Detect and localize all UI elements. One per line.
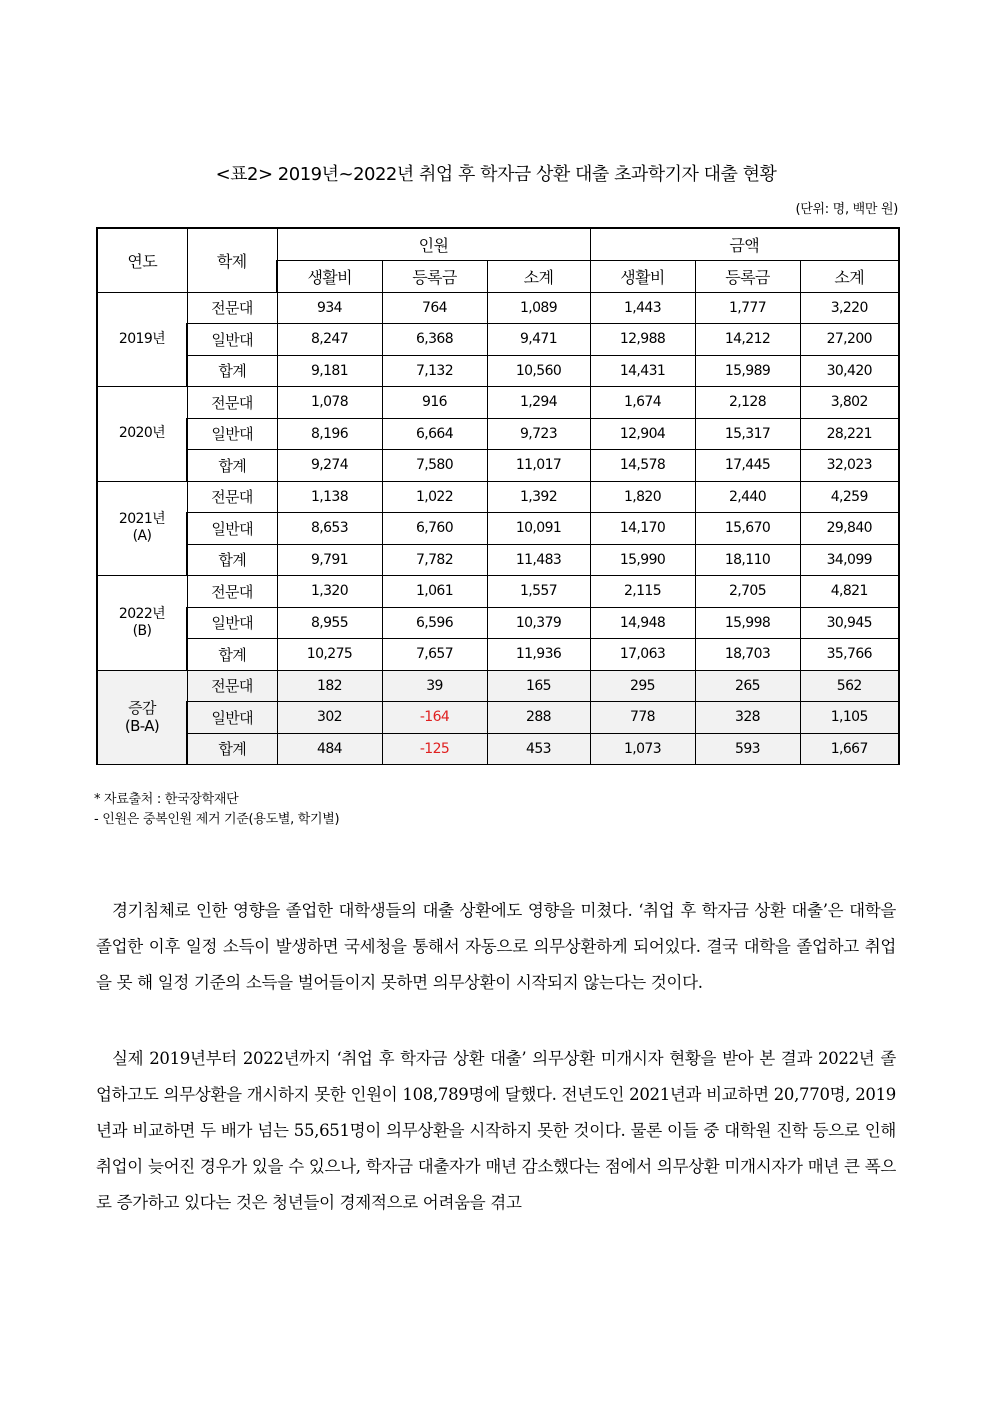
value-cell: 302 bbox=[277, 702, 382, 734]
value-cell: 29,840 bbox=[800, 513, 899, 545]
value-cell: 3,220 bbox=[800, 292, 899, 324]
table-row bbox=[97, 387, 899, 419]
value-cell: 265 bbox=[695, 670, 800, 702]
negative-value-cell: -125 bbox=[382, 733, 487, 765]
table-row bbox=[97, 702, 899, 734]
value-cell: 1,667 bbox=[800, 733, 899, 765]
year-cell: 2020년 bbox=[97, 387, 187, 482]
header-amount-tuition: 등록금 bbox=[695, 260, 800, 292]
value-cell: 2,705 bbox=[695, 576, 800, 608]
value-cell: 9,471 bbox=[487, 324, 590, 356]
value-cell: 1,820 bbox=[590, 481, 695, 513]
year-label: 2021년 bbox=[118, 511, 166, 528]
value-cell: 34,099 bbox=[800, 544, 899, 576]
value-cell: 4,259 bbox=[800, 481, 899, 513]
school-type-cell: 일반대 bbox=[187, 324, 277, 356]
year-cell bbox=[97, 576, 187, 671]
value-cell: 18,703 bbox=[695, 639, 800, 671]
value-cell: 916 bbox=[382, 387, 487, 419]
value-cell: 39 bbox=[382, 670, 487, 702]
school-type-cell: 합계 bbox=[187, 450, 277, 482]
school-type-cell: 합계 bbox=[187, 355, 277, 387]
body-paragraph-2 bbox=[96, 1041, 896, 1221]
table-row bbox=[97, 544, 899, 576]
value-cell: 562 bbox=[800, 670, 899, 702]
school-type-cell: 전문대 bbox=[187, 292, 277, 324]
negative-value-cell: -164 bbox=[382, 702, 487, 734]
value-cell: 1,061 bbox=[382, 576, 487, 608]
value-cell: 182 bbox=[277, 670, 382, 702]
value-cell: 15,998 bbox=[695, 607, 800, 639]
header-people: 인원 bbox=[277, 228, 590, 260]
value-cell: 2,115 bbox=[590, 576, 695, 608]
value-cell: 1,089 bbox=[487, 292, 590, 324]
body-paragraph-1 bbox=[96, 893, 896, 1001]
value-cell: 288 bbox=[487, 702, 590, 734]
value-cell: 10,275 bbox=[277, 639, 382, 671]
school-type-cell: 전문대 bbox=[187, 576, 277, 608]
school-type-cell: 합계 bbox=[187, 733, 277, 765]
header-amount-living: 생활비 bbox=[590, 260, 695, 292]
value-cell: 7,580 bbox=[382, 450, 487, 482]
value-cell: 9,274 bbox=[277, 450, 382, 482]
value-cell: 1,777 bbox=[695, 292, 800, 324]
value-cell: 1,557 bbox=[487, 576, 590, 608]
school-type-cell: 합계 bbox=[187, 544, 277, 576]
value-cell: 778 bbox=[590, 702, 695, 734]
value-cell: 1,392 bbox=[487, 481, 590, 513]
school-type-cell: 전문대 bbox=[187, 670, 277, 702]
table-row bbox=[97, 670, 899, 702]
value-cell: 9,723 bbox=[487, 418, 590, 450]
value-cell: 30,420 bbox=[800, 355, 899, 387]
value-cell: 764 bbox=[382, 292, 487, 324]
value-cell: 27,200 bbox=[800, 324, 899, 356]
value-cell: 11,936 bbox=[487, 639, 590, 671]
value-cell: 1,443 bbox=[590, 292, 695, 324]
value-cell: 453 bbox=[487, 733, 590, 765]
loan-stats-table bbox=[96, 227, 900, 765]
value-cell: 28,221 bbox=[800, 418, 899, 450]
value-cell: 3,802 bbox=[800, 387, 899, 419]
table-row bbox=[97, 607, 899, 639]
header-people-tuition: 등록금 bbox=[382, 260, 487, 292]
school-type-cell: 일반대 bbox=[187, 513, 277, 545]
header-amount: 금액 bbox=[590, 228, 899, 260]
value-cell: 18,110 bbox=[695, 544, 800, 576]
value-cell: 1,105 bbox=[800, 702, 899, 734]
value-cell: 6,664 bbox=[382, 418, 487, 450]
header-year: 연도 bbox=[97, 228, 187, 292]
year-marker: (B) bbox=[132, 622, 152, 639]
table-row bbox=[97, 324, 899, 356]
value-cell: 10,560 bbox=[487, 355, 590, 387]
value-cell: 14,212 bbox=[695, 324, 800, 356]
header-school: 학제 bbox=[187, 228, 277, 292]
table-row bbox=[97, 481, 899, 513]
value-cell: 484 bbox=[277, 733, 382, 765]
value-cell: 15,670 bbox=[695, 513, 800, 545]
value-cell: 934 bbox=[277, 292, 382, 324]
value-cell: 2,440 bbox=[695, 481, 800, 513]
table-title: <표2> 2019년~2022년 취업 후 학자금 상환 대출 초과학기자 대출 현황 bbox=[215, 164, 777, 185]
value-cell: 6,760 bbox=[382, 513, 487, 545]
value-cell: 8,196 bbox=[277, 418, 382, 450]
value-cell: 1,078 bbox=[277, 387, 382, 419]
value-cell: 14,948 bbox=[590, 607, 695, 639]
value-cell: 6,596 bbox=[382, 607, 487, 639]
value-cell: 7,782 bbox=[382, 544, 487, 576]
value-cell: 15,990 bbox=[590, 544, 695, 576]
value-cell: 1,138 bbox=[277, 481, 382, 513]
header-people-subtotal: 소계 bbox=[487, 260, 590, 292]
value-cell: 8,247 bbox=[277, 324, 382, 356]
year-label: 증감 bbox=[128, 699, 156, 718]
value-cell: 17,063 bbox=[590, 639, 695, 671]
value-cell: 295 bbox=[590, 670, 695, 702]
source-note: * 자료출처 : 한국장학재단 bbox=[94, 792, 239, 807]
value-cell: 12,988 bbox=[590, 324, 695, 356]
year-label: 2022년 bbox=[118, 605, 166, 622]
year-cell bbox=[97, 670, 187, 765]
value-cell: 15,989 bbox=[695, 355, 800, 387]
value-cell: 14,170 bbox=[590, 513, 695, 545]
school-type-cell: 전문대 bbox=[187, 387, 277, 419]
value-cell: 8,955 bbox=[277, 607, 382, 639]
value-cell: 1,073 bbox=[590, 733, 695, 765]
value-cell: 7,657 bbox=[382, 639, 487, 671]
value-cell: 4,821 bbox=[800, 576, 899, 608]
value-cell: 14,431 bbox=[590, 355, 695, 387]
school-type-cell: 전문대 bbox=[187, 481, 277, 513]
table-row bbox=[97, 733, 899, 765]
value-cell: 12,904 bbox=[590, 418, 695, 450]
school-type-cell: 일반대 bbox=[187, 607, 277, 639]
school-type-cell: 일반대 bbox=[187, 418, 277, 450]
header-amount-subtotal: 소계 bbox=[800, 260, 899, 292]
table-row bbox=[97, 576, 899, 608]
value-cell: 17,445 bbox=[695, 450, 800, 482]
table-row bbox=[97, 355, 899, 387]
year-cell: 2019년 bbox=[97, 292, 187, 387]
value-cell: 30,945 bbox=[800, 607, 899, 639]
table-row bbox=[97, 513, 899, 545]
table-notes bbox=[94, 790, 339, 830]
value-cell: 1,674 bbox=[590, 387, 695, 419]
table-row bbox=[97, 450, 899, 482]
value-cell: 11,483 bbox=[487, 544, 590, 576]
value-cell: 328 bbox=[695, 702, 800, 734]
value-cell: 1,320 bbox=[277, 576, 382, 608]
value-cell: 1,294 bbox=[487, 387, 590, 419]
value-cell: 10,379 bbox=[487, 607, 590, 639]
year-cell bbox=[97, 481, 187, 576]
basis-note: - 인원은 중복인원 제거 기준(용도별, 학기별) bbox=[94, 812, 340, 827]
value-cell: 15,317 bbox=[695, 418, 800, 450]
value-cell: 165 bbox=[487, 670, 590, 702]
value-cell: 9,181 bbox=[277, 355, 382, 387]
value-cell: 10,091 bbox=[487, 513, 590, 545]
value-cell: 593 bbox=[695, 733, 800, 765]
school-type-cell: 합계 bbox=[187, 639, 277, 671]
value-cell: 1,022 bbox=[382, 481, 487, 513]
value-cell: 35,766 bbox=[800, 639, 899, 671]
value-cell: 14,578 bbox=[590, 450, 695, 482]
paragraph-text: 실제 2019년부터 2022년까지 ‘취업 후 학자금 상환 대출’ 의무상환 미개시자 현황을 받아 본 결과 2022년 졸업하고도 의무상환을 개시하지 못한 인원이 108,789명에 달했다. 전년도인 2021년과 비교하면 20,770명, 2019년과 비교하면 두 배가 넘는 55,651명이 의무상환을 시작하지 못한 것이다. 물론 이들 중 대학원 진학 등으로 인해 취업이 늦어진 경우가 있을 수 있으나, 학자금 대출자가 매년 감소했다는 점에서 의무상환 미개시자가 매년 큰 폭으로 증가하고 있다는 것은 청년들이 경제적으로 어려움을 겪고 bbox=[96, 1049, 896, 1212]
table-row bbox=[97, 418, 899, 450]
table-row bbox=[97, 292, 899, 324]
value-cell: 2,128 bbox=[695, 387, 800, 419]
year-marker: (B-A) bbox=[124, 717, 160, 736]
value-cell: 7,132 bbox=[382, 355, 487, 387]
value-cell: 9,791 bbox=[277, 544, 382, 576]
school-type-cell: 일반대 bbox=[187, 702, 277, 734]
paragraph-text: 경기침체로 인한 영향을 졸업한 대학생들의 대출 상환에도 영향을 미쳤다. ‘취업 후 학자금 상환 대출’은 대학을 졸업한 이후 일정 소득이 발생하면 국세청을 통해서 자동으로 의무상환하게 되어있다. 결국 대학을 졸업하고 취업을 못 해 일정 기준의 소득을 벌어들이지 못하면 의무상환이 시작되지 않는다는 것이다. bbox=[96, 901, 896, 992]
value-cell: 32,023 bbox=[800, 450, 899, 482]
table-row bbox=[97, 639, 899, 671]
unit-label: (단위: 명, 백만 원) bbox=[795, 202, 898, 217]
value-cell: 11,017 bbox=[487, 450, 590, 482]
value-cell: 8,653 bbox=[277, 513, 382, 545]
value-cell: 6,368 bbox=[382, 324, 487, 356]
header-people-living: 생활비 bbox=[277, 260, 382, 292]
year-marker: (A) bbox=[132, 528, 152, 545]
